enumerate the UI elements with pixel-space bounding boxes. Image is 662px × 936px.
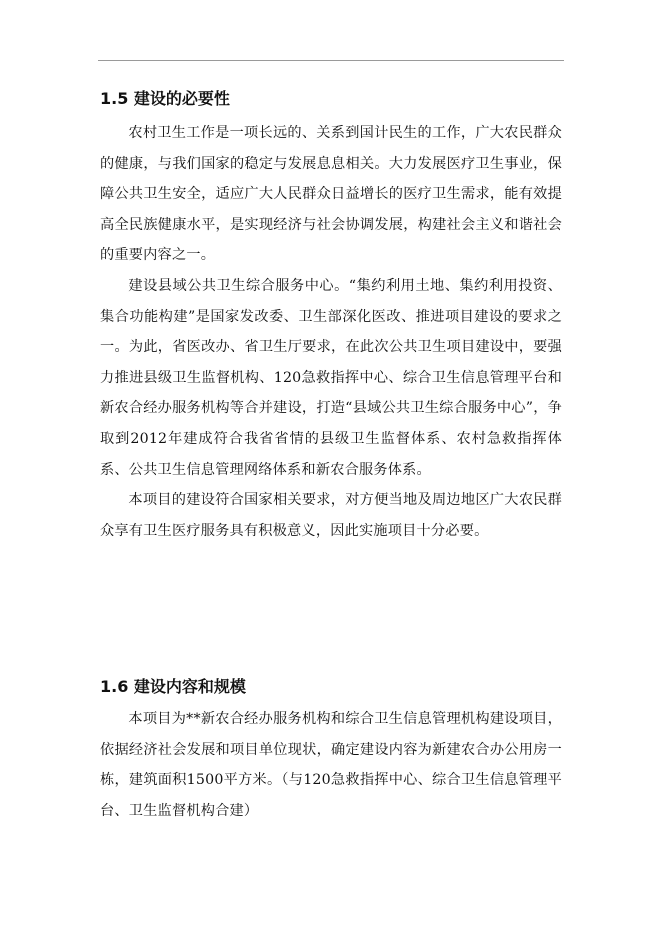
section-body-scope [100,704,562,826]
section-heading-scope: 1.6 建设内容和规模 [100,677,246,696]
header-rule [98,60,564,61]
section-heading-necessity: 1.5 建设的必要性 [100,89,230,108]
paragraph: 本项目为**新农合经办服务机构和综合卫生信息管理机构建设项目，依据经济社会发展和项目单位现状，确定建设内容为新建农合办公用房一栋，建筑面积1500平方米。（与120急救指挥中心、综合卫生信息管理平台、卫生监督机构合建） [100,711,562,819]
document-page [100,84,562,819]
paragraph: 农村卫生工作是一项长远的、关系到国计民生的工作，广大农民群众的健康，与我们国家的稳定与发展息息相关。大力发展医疗卫生事业，保障公共卫生安全，适应广大人民群众日益增长的医疗卫生需求，能有效提高全民族健康水平，是实现经济与社会协调发展，构建社会主义和谐社会的重要内容之一。 [100,125,562,264]
paragraph: 本项目的建设符合国家相关要求，对方便当地及周边地区广大农民群众享有卫生医疗服务具有积极意义，因此实施项目十分必要。 [100,492,562,539]
section-body-necessity [100,118,562,546]
paragraph: 建设县域公共卫生综合服务中心。“集约利用土地、集约利用投资、集合功能构建”是国家发改委、卫生部深化医改、推进项目建设的要求之一。为此，省医改办、省卫生厅要求，在此次公共卫生项目建设中，要强力推进县级卫生监督机构、120急救指挥中心、综合卫生信息管理平台和新农合经办服务机构等合并建设，打造“县域公共卫生综合服务中心”，争取到2012年建成符合我省省情的县级卫生监督体系、农村急救指挥体系、公共卫生信息管理网络体系和新农合服务体系。 [100,277,562,478]
